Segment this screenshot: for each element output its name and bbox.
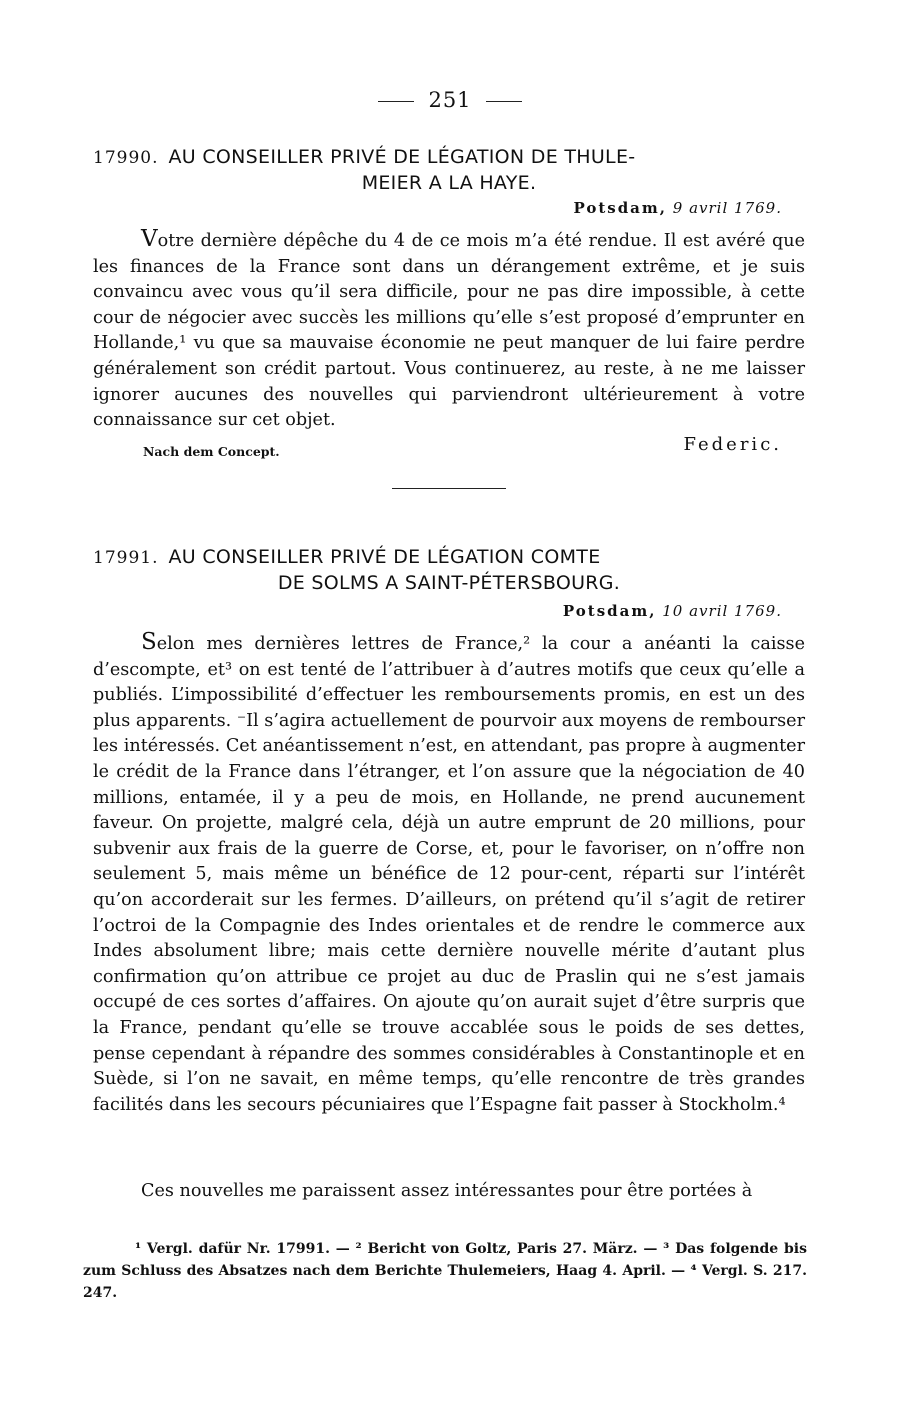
letter-1-signature: Federic. — [683, 434, 782, 455]
letter-1-date: 9 avril 1769. — [672, 199, 782, 217]
page-number-dash-right — [486, 101, 522, 102]
page-number — [0, 88, 900, 112]
letter-2-dateline — [563, 602, 782, 620]
letter-2-initial: S — [141, 629, 157, 655]
footnotes: ¹ Vergl. dafür Nr. 17991. — ² Bericht von Goltz, Paris 27. März. — ³ Das folgende bis zum Schluss des Absatzes nach dem Berichte Thulemeiers, Haag 4. April. — ⁴ Vergl. S. 217. 247. — [83, 1241, 807, 1301]
page-number-dash-left — [378, 101, 414, 102]
letter-1-number: 17990. — [93, 148, 159, 168]
letter-1-source-note: Nach dem Concept. — [143, 444, 280, 459]
letter-1-heading — [93, 145, 805, 196]
letter-2-body-continued — [93, 1179, 805, 1205]
letter-2-text-continued: Ces nouvelles me paraissent assez intéressantes pour être portées à — [141, 1181, 753, 1201]
letter-2-heading — [93, 545, 805, 596]
letter-1-body — [93, 227, 805, 434]
letter-1-place: Potsdam, — [573, 199, 667, 217]
letter-1-initial: V — [141, 226, 158, 252]
letter-2-heading-line2: DE SOLMS A SAINT-PÉTERSBOURG. — [277, 572, 621, 594]
letter-1-text: otre dernière dépêche du 4 de ce mois m’a été rendue. Il est avéré que les finances de la France sont dans un dérangement extrême, et je suis convaincu avec vous qu’il sera difficile, pour ne pas dire impossible, à cette cour de négocier avec succès les millions qu’elle s’est proposé d’emprunter en Hollande,¹ vu que sa mauvaise économie ne peut manquer de lui faire perdre généralement son crédit partout. Vous continuerez, au reste, à ne me laisser ignorer aucunes des nouvelles qui parviendront ultérieurement à votre connaissance sur cet objet. — [93, 231, 805, 431]
letter-1-heading-line2: MEIER A LA HAYE. — [361, 172, 537, 194]
letter-2-number: 17991. — [93, 548, 159, 568]
section-divider — [392, 488, 506, 489]
letter-2-heading-line1: AU CONSEILLER PRIVÉ DE LÉGATION COMTE — [168, 546, 601, 568]
letter-2-place: Potsdam, — [562, 602, 657, 620]
letter-2-text: elon mes dernières lettres de France,² la cour a anéanti la caisse d’escompte, et³ on est tenté de l’attribuer à d’autres motifs que ceux qu’elle a publiés. L’impossibilité d’effectuer les remboursements promis, en est un des plus apparents. ⁻Il s’agira actuellement de pourvoir aux moyens de rembourser les intéressés. Cet anéantissement n’est, en attendant, pas propre à augmenter le crédit de la France dans l’étranger, et l’on assure que la négociation de 40 millions, entamée, il y a peu de mois, en Hollande, ne prend aucunement faveur. On projette, malgré cela, déjà un autre emprunt de 20 millions, pour subvenir aux frais de la guerre de Corse, et, pour le favoriser, on n’offre non seulement 5, mais même un bénéfice de 12 pour-cent, réparti sur l’intérêt qu’on accorderait sur les fermes. D’ailleurs, on prétend qu’il s’agit de retirer l’octroi de la Compagnie des Indes orientales et de rendre le commerce aux Indes absolument libre; mais cette dernière nouvelle mérite d’autant plus confirmation qu’on attribue ce projet au duc de Praslin qui ne s’est jamais occupé de ces sortes d’affaires. On ajoute qu’on aurait sujet d’être surpris que la France, pendant qu’elle se trouve accablée sous le poids de ses dettes, pense cependant à répandre des sommes considérables à Constantinople et en Suède, si l’on ne savait, en même temps, qu’elle rencontre de très grandes facilités dans les secours pécuniaires que l’Espagne fait passer à Stockholm.⁴ — [93, 634, 805, 1115]
letter-2-body — [93, 630, 805, 1118]
page-number-value: 251 — [428, 88, 472, 112]
letter-1-heading-line1: AU CONSEILLER PRIVÉ DE LÉGATION DE THULE- — [168, 146, 636, 168]
letter-1-dateline — [573, 199, 782, 217]
letter-2-date: 10 avril 1769. — [662, 602, 782, 620]
